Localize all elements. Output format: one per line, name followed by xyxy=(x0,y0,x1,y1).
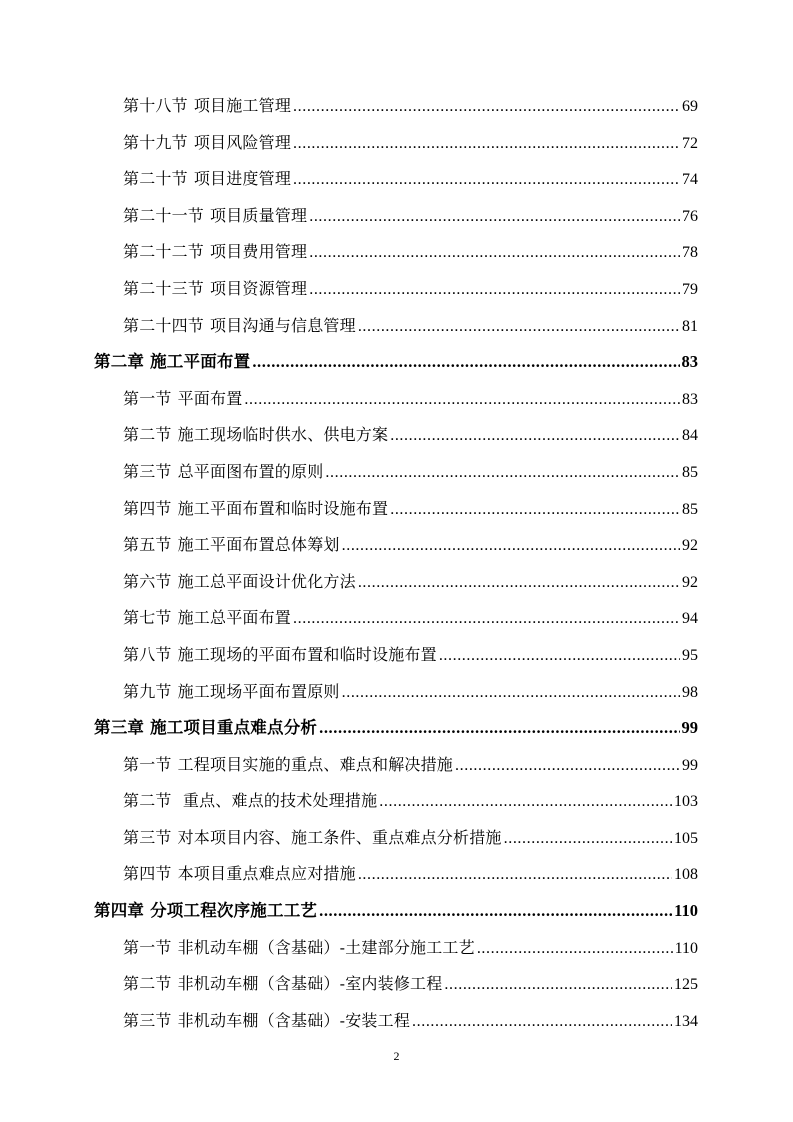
toc-entry-number: 第八节 xyxy=(123,644,172,664)
toc-entry-text: 施工项目重点难点分析 xyxy=(150,718,318,738)
toc-section-entry[interactable] xyxy=(94,381,698,418)
toc-dot-leader xyxy=(319,718,679,738)
toc-section-entry[interactable] xyxy=(94,966,698,1003)
toc-entry-title xyxy=(123,527,340,564)
toc-section-entry[interactable] xyxy=(94,930,698,967)
toc-entry-text: 施工现场平面布置原则 xyxy=(177,681,340,701)
toc-entry-title xyxy=(123,966,442,1003)
toc-entry-title xyxy=(123,417,388,454)
toc-dot-leader xyxy=(293,609,680,629)
toc-dot-leader xyxy=(390,500,680,520)
toc-entry-number: 第四节 xyxy=(123,864,172,884)
toc-dot-leader xyxy=(358,317,680,337)
toc-entry-title xyxy=(123,637,437,674)
toc-entry-text: 项目施工管理 xyxy=(193,96,292,115)
toc-entry-text: 项目进度管理 xyxy=(193,169,292,189)
toc-entry-title xyxy=(123,491,388,528)
toc-entry-number: 第二十三节 xyxy=(123,278,205,298)
toc-entry-text: 非机动车棚（含基础）-安装工程 xyxy=(177,1010,411,1030)
toc-page-number: 69 xyxy=(682,98,698,115)
toc-dot-leader xyxy=(439,646,680,666)
toc-section-entry[interactable] xyxy=(94,527,698,564)
toc-entry-title xyxy=(94,893,317,930)
toc-dot-leader xyxy=(390,426,680,446)
toc-entry-number: 第二章 xyxy=(94,352,145,372)
toc-section-entry[interactable] xyxy=(94,417,698,454)
toc-entry-number: 第二十四节 xyxy=(123,315,205,335)
toc-dot-leader xyxy=(325,463,680,483)
toc-section-entry[interactable] xyxy=(94,88,698,125)
toc-section-entry[interactable] xyxy=(94,491,698,528)
toc-section-entry[interactable] xyxy=(94,674,698,711)
toc-page-number: 94 xyxy=(682,610,698,628)
toc-dot-leader xyxy=(252,352,679,372)
toc-entry-text: 施工平面布置 xyxy=(150,352,251,372)
toc-entry-number: 第四节 xyxy=(123,498,172,518)
toc-page-number: 134 xyxy=(674,1012,698,1030)
toc-entry-title xyxy=(94,710,317,747)
toc-entry-title xyxy=(123,856,356,893)
table-of-contents xyxy=(94,88,698,1039)
toc-entry-text: 工程项目实施的重点、难点和解决措施 xyxy=(177,754,454,774)
toc-chapter-entry[interactable] xyxy=(94,893,698,930)
toc-entry-title xyxy=(123,930,475,967)
toc-entry-text: 总平面图布置的原则 xyxy=(177,461,324,481)
toc-section-entry[interactable] xyxy=(94,271,698,308)
toc-entry-title xyxy=(123,125,291,162)
toc-section-entry[interactable] xyxy=(94,747,698,784)
toc-entry-text: 对本项目内容、施工条件、重点难点分析措施 xyxy=(177,827,502,847)
toc-section-entry[interactable] xyxy=(94,308,698,345)
toc-section-entry[interactable] xyxy=(94,600,698,637)
toc-page-number: 83 xyxy=(682,390,698,408)
toc-entry-title xyxy=(123,820,502,857)
toc-dot-leader xyxy=(293,170,680,190)
toc-entry-text: 项目质量管理 xyxy=(210,205,308,225)
toc-entry-number: 第二十二节 xyxy=(123,242,205,262)
toc-entry-number: 第二十一节 xyxy=(123,205,205,225)
toc-page-number: 110 xyxy=(674,901,698,921)
toc-dot-leader xyxy=(293,97,680,117)
toc-entry-text: 分项工程次序施工工艺 xyxy=(150,901,318,921)
toc-section-entry[interactable] xyxy=(94,564,698,601)
toc-entry-number: 第三节 xyxy=(123,461,172,481)
toc-entry-title xyxy=(123,308,356,345)
toc-entry-text: 本项目重点难点应对措施 xyxy=(177,864,356,884)
toc-entry-number: 第二十节 xyxy=(123,169,188,189)
toc-entry-number: 第二节 xyxy=(123,791,172,811)
toc-dot-leader xyxy=(244,390,680,410)
toc-page-number: 83 xyxy=(681,352,698,372)
toc-entry-title xyxy=(123,381,242,418)
toc-page-number: 92 xyxy=(682,537,698,555)
toc-entry-number: 第二节 xyxy=(123,974,172,994)
toc-entry-title xyxy=(123,747,453,784)
toc-chapter-entry[interactable] xyxy=(94,710,698,747)
toc-entry-title xyxy=(123,564,356,601)
toc-page-number: 95 xyxy=(682,646,698,664)
toc-entry-number: 第一节 xyxy=(123,388,172,408)
toc-dot-leader xyxy=(342,536,680,556)
toc-entry-number: 第四章 xyxy=(94,901,145,921)
toc-entry-number: 第三节 xyxy=(123,827,172,847)
toc-chapter-entry[interactable] xyxy=(94,344,698,381)
toc-section-entry[interactable] xyxy=(94,161,698,198)
toc-dot-leader xyxy=(504,829,672,849)
toc-section-entry[interactable] xyxy=(94,454,698,491)
toc-page-number: 125 xyxy=(674,976,698,994)
toc-entry-title xyxy=(123,88,291,125)
toc-page-number: 72 xyxy=(682,134,698,152)
toc-dot-leader xyxy=(444,975,672,995)
toc-entry-number: 第二节 xyxy=(123,425,172,445)
toc-page-number: 92 xyxy=(682,573,698,591)
toc-entry-text: 非机动车棚（含基础）-室内装修工程 xyxy=(177,974,443,994)
toc-entry-title xyxy=(123,783,377,820)
toc-page-number: 110 xyxy=(674,939,698,957)
toc-dot-leader xyxy=(342,683,680,703)
toc-entry-title xyxy=(123,1003,410,1040)
toc-section-entry[interactable] xyxy=(94,198,698,235)
toc-entry-text: 项目风险管理 xyxy=(193,132,292,152)
toc-entry-number: 第七节 xyxy=(123,608,172,628)
toc-entry-text: 项目沟通与信息管理 xyxy=(210,315,356,335)
toc-entry-number: 第三节 xyxy=(123,1010,172,1030)
toc-dot-leader xyxy=(293,134,680,154)
toc-entry-number: 第三章 xyxy=(94,718,145,738)
toc-entry-text: 平面布置 xyxy=(177,388,243,408)
toc-entry-title xyxy=(123,271,307,308)
toc-entry-number: 第十八节 xyxy=(123,96,188,115)
toc-entry-number: 第九节 xyxy=(123,681,172,701)
toc-dot-leader xyxy=(455,756,680,776)
toc-entry-text: 施工总平面设计优化方法 xyxy=(177,571,356,591)
toc-entry-title xyxy=(123,454,323,491)
toc-page-number: 85 xyxy=(682,500,698,518)
toc-section-entry[interactable] xyxy=(94,125,698,162)
toc-section-entry[interactable] xyxy=(94,234,698,271)
toc-entry-title xyxy=(123,198,307,235)
toc-entry-title xyxy=(123,674,340,711)
toc-page-number: 81 xyxy=(682,317,698,335)
toc-entry-number: 第十九节 xyxy=(123,132,188,152)
toc-entry-text: 施工现场临时供水、供电方案 xyxy=(177,425,389,445)
toc-dot-leader xyxy=(309,280,680,300)
toc-entry-title xyxy=(123,234,307,271)
toc-entry-number: 第一节 xyxy=(123,937,172,957)
toc-entry-text: 重点、难点的技术处理措施 xyxy=(177,791,378,811)
toc-page-number: 108 xyxy=(674,866,698,884)
toc-dot-leader xyxy=(477,939,673,959)
toc-dot-leader xyxy=(358,865,672,885)
toc-entry-text: 施工总平面布置 xyxy=(177,608,292,628)
toc-entry-text: 施工现场的平面布置和临时设施布置 xyxy=(177,644,437,664)
toc-entry-text: 项目资源管理 xyxy=(210,278,308,298)
toc-page-number: 99 xyxy=(681,718,698,738)
toc-page-number: 76 xyxy=(682,207,698,225)
toc-entry-text: 施工平面布置总体筹划 xyxy=(177,535,340,555)
toc-dot-leader xyxy=(319,901,672,921)
toc-section-entry[interactable] xyxy=(94,1003,698,1040)
toc-dot-leader xyxy=(412,1012,672,1032)
page-number: 2 xyxy=(393,1049,400,1063)
toc-section-entry[interactable] xyxy=(94,783,698,820)
toc-page-number: 84 xyxy=(682,427,698,445)
toc-entry-title xyxy=(94,344,250,381)
toc-page-number: 99 xyxy=(682,756,698,774)
toc-section-entry[interactable] xyxy=(94,637,698,674)
toc-dot-leader xyxy=(358,573,680,593)
toc-page-number: 78 xyxy=(682,244,698,262)
toc-entry-text: 非机动车棚（含基础）-土建部分施工工艺 xyxy=(177,937,475,957)
toc-page-number: 74 xyxy=(682,171,698,189)
toc-entry-number: 第五节 xyxy=(123,535,172,555)
toc-dot-leader xyxy=(309,207,680,227)
toc-dot-leader xyxy=(309,243,680,263)
toc-entry-title xyxy=(123,600,291,637)
toc-entry-number: 第一节 xyxy=(123,754,172,774)
toc-section-entry[interactable] xyxy=(94,820,698,857)
toc-page-number: 79 xyxy=(682,280,698,298)
toc-entry-text: 施工平面布置和临时设施布置 xyxy=(177,498,389,518)
toc-section-entry[interactable] xyxy=(94,856,698,893)
toc-page-number: 103 xyxy=(674,793,698,811)
toc-page-number: 98 xyxy=(682,683,698,701)
toc-entry-number: 第六节 xyxy=(123,571,172,591)
toc-dot-leader xyxy=(379,792,672,812)
toc-entry-text: 项目费用管理 xyxy=(210,242,308,262)
toc-entry-title xyxy=(123,161,291,198)
toc-page-number: 105 xyxy=(674,829,698,847)
toc-page-number: 85 xyxy=(682,463,698,481)
